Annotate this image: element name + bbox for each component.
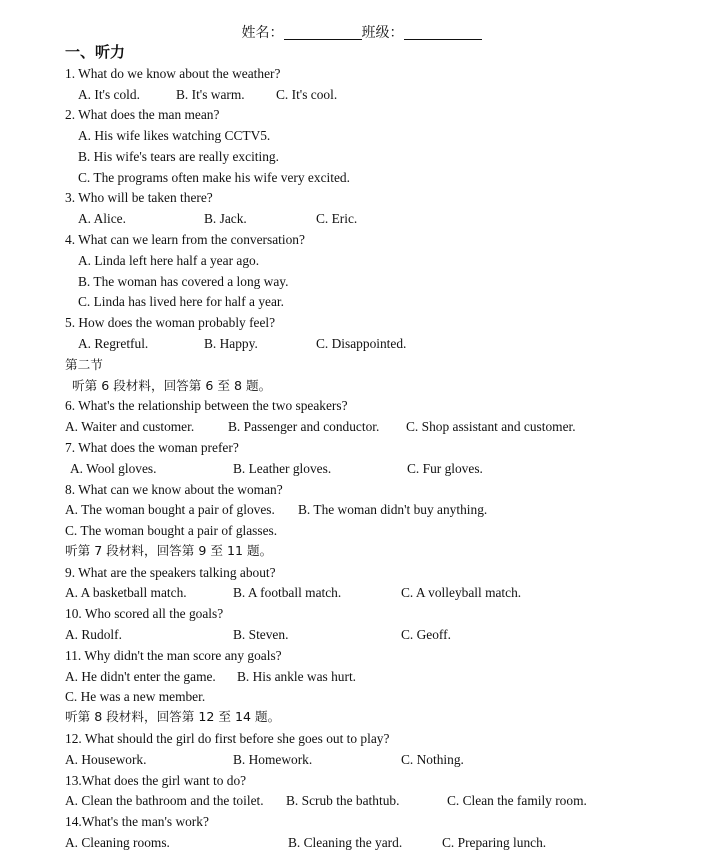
part-2-heading: 第二节 (65, 357, 103, 372)
q6-option-a: A. Waiter and customer. (65, 419, 195, 434)
q3-option-a: A. Alice. (78, 211, 126, 226)
q2-option-b: B. His wife's tears are really exciting. (78, 149, 279, 164)
question-2: 2. What does the man mean? (65, 107, 220, 122)
q2-option-a: A. His wife likes watching CCTV5. (78, 128, 271, 143)
q12-option-c: C. Nothing. (401, 752, 464, 767)
question-12: 12. What should the girl do first before she goes out to play? (65, 731, 390, 746)
q9-option-a: A. A basketball match. (65, 585, 187, 600)
q7-option-a: A. Wool gloves. (70, 461, 157, 476)
q10-option-a: A. Rudolf. (65, 627, 122, 642)
q9-option-c: C. A volleyball match. (401, 585, 522, 600)
q10-option-b: B. Steven. (233, 627, 289, 642)
q13-option-b: B. Scrub the bathtub. (286, 793, 400, 808)
q1-option-c: C. It's cool. (276, 87, 338, 102)
question-10: 10. Who scored all the goals? (65, 606, 224, 621)
q3-option-c: C. Eric. (316, 211, 358, 226)
question-4: 4. What can we learn from the conversation? (65, 232, 305, 247)
q4-option-b: B. The woman has covered a long way. (78, 274, 289, 289)
name-label: 姓名： (241, 26, 284, 41)
q13-option-c: C. Clean the family room. (447, 793, 587, 808)
q7-option-c: C. Fur gloves. (407, 461, 483, 476)
instruction-8: 听第 8 段材料，回答第 12 至 14 题。 (65, 709, 281, 724)
question-5: 5. How does the woman probably feel? (65, 315, 276, 330)
instruction-7: 听第 7 段材料，回答第 9 至 11 题。 (65, 543, 273, 558)
q5-option-a: A. Regretful. (78, 336, 149, 351)
q6-option-b: B. Passenger and conductor. (228, 419, 380, 434)
q6-option-c: C. Shop assistant and customer. (406, 419, 576, 434)
question-14: 14.What's the man's work? (65, 814, 209, 829)
q5-option-b: B. Happy. (204, 336, 258, 351)
q14-option-c: C. Preparing lunch. (442, 835, 547, 850)
question-11: 11. Why didn't the man score any goals? (65, 648, 282, 663)
q4-option-a: A. Linda left here half a year ago. (78, 253, 260, 268)
q12-option-b: B. Homework. (233, 752, 313, 767)
question-13: 13.What does the girl want to do? (65, 773, 247, 788)
question-6: 6. What's the relationship between the two speakers? (65, 398, 348, 413)
q11-option-b: B. His ankle was hurt. (237, 669, 357, 684)
section-title: 一、听力 (65, 43, 126, 61)
question-1: 1. What do we know about the weather? (65, 66, 281, 81)
q7-option-b: B. Leather gloves. (233, 461, 332, 476)
q1-option-a: A. It's cold. (78, 87, 140, 102)
q14-option-b: B. Cleaning the yard. (288, 835, 403, 850)
question-7: 7. What does the woman prefer? (65, 440, 239, 455)
q13-option-a: A. Clean the bathroom and the toilet. (65, 793, 264, 808)
q8-option-b: B. The woman didn't buy anything. (298, 502, 488, 517)
q11-option-c: C. He was a new member. (65, 689, 206, 704)
student-info-row (0, 22, 723, 42)
q3-option-b: B. Jack. (204, 211, 247, 226)
q10-option-c: C. Geoff. (401, 627, 451, 642)
instruction-6: 听第 6 段材料，回答第 6 至 8 题。 (72, 378, 272, 393)
q4-option-c: C. Linda has lived here for half a year. (78, 294, 284, 309)
q2-option-c: C. The programs often make his wife very excited. (78, 170, 350, 185)
q12-option-a: A. Housework. (65, 752, 147, 767)
q14-option-a: A. Cleaning rooms. (65, 835, 170, 850)
question-8: 8. What can we know about the woman? (65, 482, 283, 497)
class-blank[interactable] (404, 25, 482, 40)
question-9: 9. What are the speakers talking about? (65, 565, 276, 580)
name-blank[interactable] (284, 25, 362, 40)
q8-option-c: C. The woman bought a pair of glasses. (65, 523, 278, 538)
q5-option-c: C. Disappointed. (316, 336, 407, 351)
class-label: 班级： (361, 26, 404, 41)
q11-option-a: A. He didn't enter the game. (65, 669, 216, 684)
q8-option-a: A. The woman bought a pair of gloves. (65, 502, 275, 517)
question-3: 3. Who will be taken there? (65, 190, 213, 205)
q9-option-b: B. A football match. (233, 585, 342, 600)
q1-option-b: B. It's warm. (176, 87, 245, 102)
